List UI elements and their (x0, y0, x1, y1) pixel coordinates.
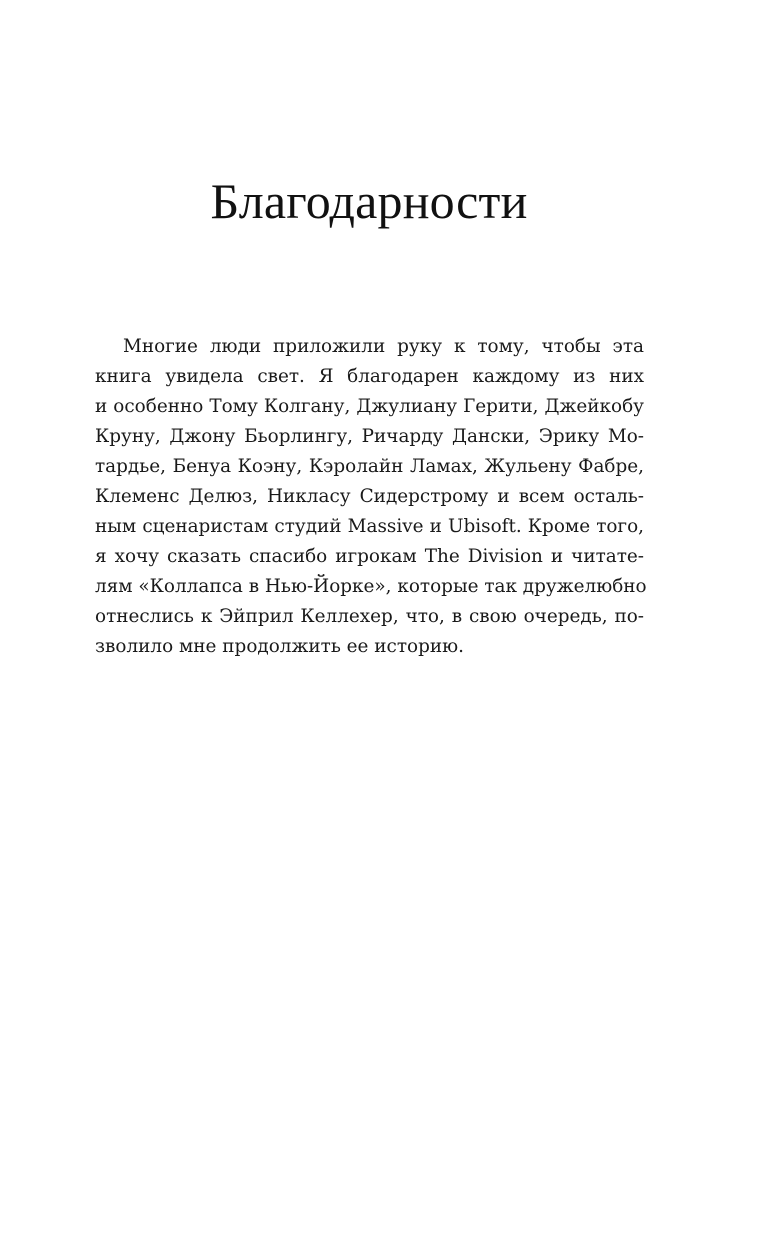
acknowledgements-paragraph (95, 332, 647, 662)
text-line: ным сценаристам студий Massive и Ubisoft. Кроме того, (95, 516, 644, 537)
text-line: тардье, Бенуа Коэну, Кэролайн Ламах, Жульену Фабре, (95, 456, 644, 477)
text-line: зволило мне продолжить ее историю. (95, 636, 464, 657)
text-line: я хочу сказать спасибо игрокам The Division и читате- (95, 546, 644, 567)
text-line: Многие люди приложили руку к тому, чтобы эта (123, 336, 644, 357)
text-line: Клеменс Делюз, Никласу Сидерстрому и всем осталь- (95, 486, 644, 507)
text-line: и особенно Тому Колгану, Джулиану Герити, Джейкобу (95, 396, 644, 417)
text-line: Круну, Джону Бьорлингу, Ричарду Дански, Эрику Мо- (95, 426, 644, 447)
chapter-title: Благодарности (210, 173, 528, 229)
text-line: книга увидела свет. Я благодарен каждому из них (95, 366, 644, 387)
text-line: лям «Коллапса в Нью-Йорке», которые так дружелюбно (95, 576, 647, 597)
text-line: отнеслись к Эйприл Келлехер, что, в свою очередь, по- (95, 606, 644, 627)
